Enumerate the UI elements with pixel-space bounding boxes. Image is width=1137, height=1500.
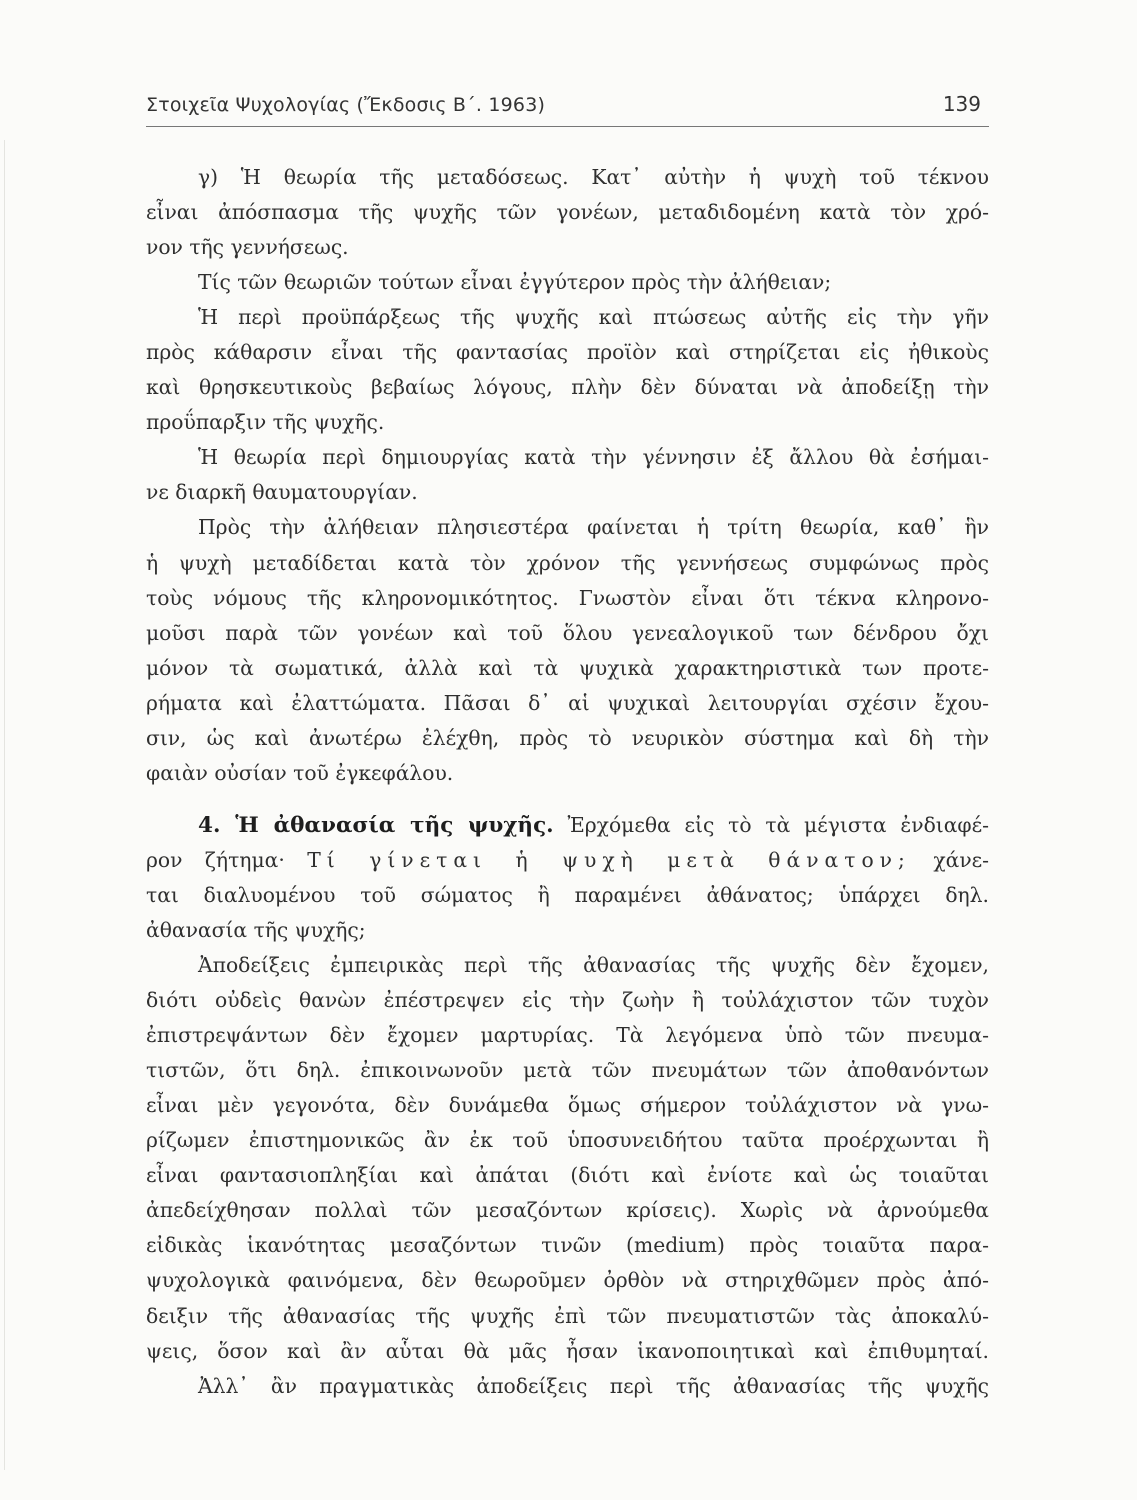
section-gap: [146, 791, 989, 808]
text-line: καὶ θρησκευτικοὺς βεβαίως λόγους, πλὴν δὲν δύναται νὰ ἀποδείξῃ τὴν: [146, 375, 989, 400]
text-line: Πρὸς τὴν ἀλήθειαν πλησιεστέρα φαίνεται ἡ τρίτη θεωρία, καθ᾽ ἣν: [198, 515, 989, 540]
text-line: Τίς τῶν θεωριῶν τούτων εἶναι ἐγγύτερον πρὸς τὴν ἀλήθειαν;: [198, 270, 832, 295]
text-line: [146, 843, 989, 878]
text-line: ται διαλυομένου τοῦ σώματος ἢ παραμένει ἀθάνατος; ὑπάρχει δηλ.: [146, 882, 989, 907]
text-line: εἶναι φαντασιοπληξίαι καὶ ἀπάται (διότι καὶ ἐνίοτε καὶ ὡς τοιαῦται: [146, 1163, 989, 1188]
text-line: ἀθανασία τῆς ψυχῆς;: [146, 917, 366, 942]
text-line: μοῦσι παρὰ τῶν γονέων καὶ τοῦ ὅλου γενεαλογικοῦ των δένδρου ὄχι: [146, 620, 989, 645]
running-head: Στοιχεῖα Ψυχολογίας (Ἔκδοσις Β΄. 1963): [146, 94, 546, 116]
page-number: 139: [942, 92, 981, 116]
text-line: ἐπιστρεψάντων δὲν ἔχομεν μαρτυρίας. Τὰ λεγόμενα ὑπὸ τῶν πνευμα-: [146, 1023, 989, 1048]
text-line: μόνον τὰ σωματικά, ἀλλὰ καὶ τὰ ψυχικὰ χαρακτηριστικὰ των προτε-: [146, 655, 989, 680]
section-title-continuation: Ἐρχόμεθα εἰς τὸ τὰ μέγιστα ἐνδιαφέ-: [553, 812, 989, 837]
text-line: Ἡ θεωρία περὶ δημιουργίας κατὰ τὴν γέννησιν ἐξ ἄλλου θὰ ἐσήμαι-: [198, 445, 989, 470]
text-line: τιστῶν, ὅτι δηλ. ἐπικοινωνοῦν μετὰ τῶν πνευμάτων τῶν ἀποθανόντων: [146, 1058, 989, 1083]
text-fragment: ρον ζήτημα·: [146, 847, 285, 872]
text-line: νον τῆς γεννήσεως.: [146, 235, 349, 260]
text-line: ψυχολογικὰ φαινόμενα, δὲν θεωροῦμεν ὀρθὸν νὰ στηριχθῶμεν πρὸς ἀπό-: [146, 1268, 989, 1293]
text-line: πρὸς κάθαρσιν εἶναι τῆς φαντασίας προϊὸν καὶ στηρίζεται εἰς ἠθικοὺς: [146, 340, 989, 365]
text-line: Ἀποδείξεις ἐμπειρικὰς περὶ τῆς ἀθανασίας τῆς ψυχῆς δὲν ἔχομεν,: [198, 953, 989, 978]
text-line: ἡ ψυχὴ μεταδίδεται κατὰ τὸν χρόνον τῆς γεννήσεως συμφώνως πρὸς: [146, 550, 989, 575]
text-line: σιν, ὡς καὶ ἀνωτέρω ἐλέχθη, πρὸς τὸ νευρικὸν σύστημα καὶ δὴ τὴν: [146, 725, 989, 750]
text-line: Ἡ περὶ προϋπάρξεως τῆς ψυχῆς καὶ πτώσεως αὐτῆς εἰς τὴν γῆν: [198, 305, 989, 330]
text-line: ἀπεδείχθησαν πολλαὶ τῶν μεσαζόντων κρίσεις). Χωρὶς νὰ ἀρνούμεθα: [146, 1198, 989, 1223]
text-line: Ἀλλ᾽ ἂν πραγματικὰς ἀποδείξεις περὶ τῆς ἀθανασίας τῆς ψυχῆς: [198, 1373, 989, 1398]
text-line: ρήματα καὶ ἐλαττώματα. Πᾶσαι δ᾽ αἱ ψυχικαὶ λειτουργίαι σχέσιν ἔχου-: [146, 690, 989, 715]
text-line: εἶναι ἀπόσπασμα τῆς ψυχῆς τῶν γονέων, μεταδιδομένη κατὰ τὸν χρό-: [146, 200, 989, 225]
text-line: νε διαρκῆ θαυματουργίαν.: [146, 480, 418, 505]
text-line: τοὺς νόμους τῆς κληρονομικότητος. Γνωστὸν εἶναι ὅτι τέκνα κληρονο-: [146, 585, 989, 610]
text-line: προΰπαρξιν τῆς ψυχῆς.: [146, 410, 385, 435]
text-fragment: χάνε-: [933, 847, 989, 872]
text-line: φαιὰν οὐσίαν τοῦ ἐγκεφάλου.: [146, 760, 454, 785]
page-header: [146, 90, 989, 130]
text-line: εἶναι μὲν γεγονότα, δὲν δυνάμεθα ὅμως σήμερον τοὐλάχιστον νὰ γνω-: [146, 1093, 989, 1118]
section-heading-line: [146, 808, 989, 843]
section-title: 4. Ἡ ἀθανασία τῆς ψυχῆς.: [198, 812, 554, 838]
text-line: δειξιν τῆς ἀθανασίας τῆς ψυχῆς ἐπὶ τῶν πνευματιστῶν τὰς ἀποκαλύ-: [146, 1303, 989, 1328]
text-line: γ) Ἡ θεωρία τῆς μεταδόσεως. Κατ᾽ αὐτὴν ἡ ψυχὴ τοῦ τέκνου: [198, 165, 989, 189]
page-edge-shadow: [4, 140, 5, 1470]
body-text: [146, 160, 989, 1404]
text-line: ψεις, ὅσον καὶ ἂν αὗται θὰ μᾶς ἦσαν ἱκανοποιητικαὶ καὶ ἐπιθυμηταί.: [146, 1338, 989, 1363]
header-rule: [146, 126, 989, 127]
text-line: διότι οὐδεὶς θανὼν ἐπέστρεψεν εἰς τὴν ζωὴν ἢ τοὐλάχιστον τῶν τυχὸν: [146, 988, 989, 1013]
spaced-question: Τί γίνεται ἡ ψυχὴ μετὰ θάνατον;: [307, 847, 911, 872]
text-line: εἰδικὰς ἱκανότητας μεσαζόντων τινῶν (medium) πρὸς τοιαῦτα παρα-: [146, 1233, 989, 1258]
text-line: ρίζωμεν ἐπιστημονικῶς ἂν ἐκ τοῦ ὑποσυνειδήτου ταῦτα προέρχωνται ἢ: [146, 1128, 989, 1153]
